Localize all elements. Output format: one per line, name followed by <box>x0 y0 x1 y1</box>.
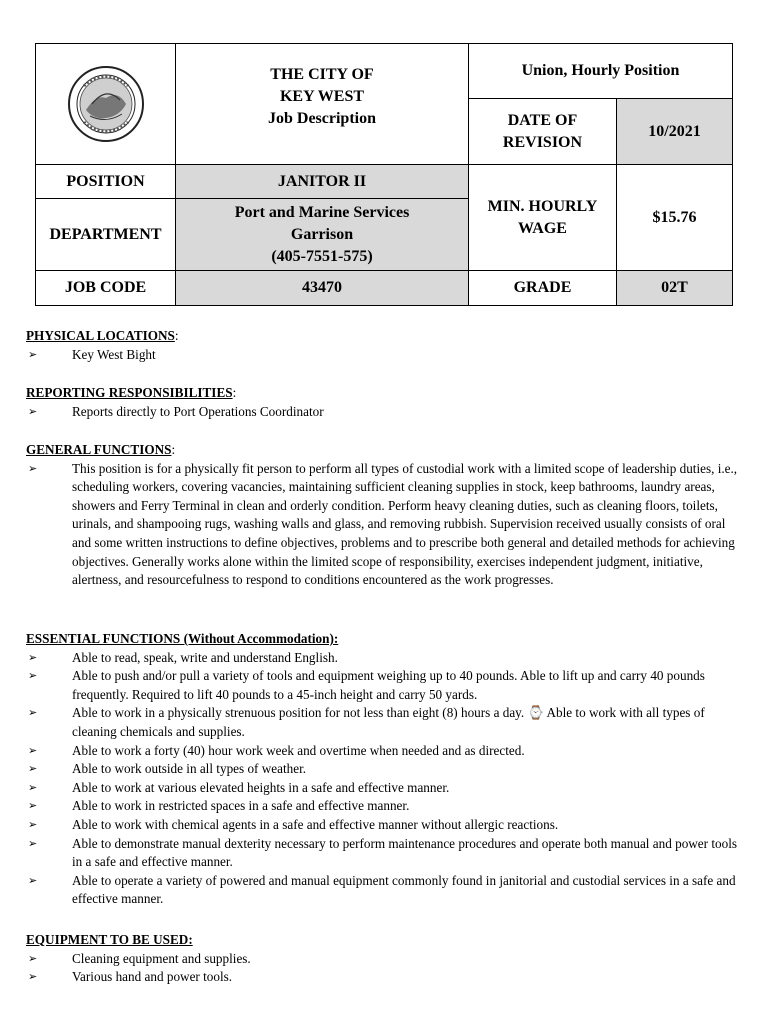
list-item: ➢ Able to work in restricted spaces in a safe and effective manner. <box>26 797 742 816</box>
section-title: ESSENTIAL FUNCTIONS (Without Accommodation): <box>26 631 339 646</box>
seal-cell <box>36 44 176 165</box>
general-functions-section: GENERAL FUNCTIONS: ➢ This position is for a physically fit person to perform all types of custodial work with a limited scope of leadership duties, i.e., scheduling workers, covering vacancies, maintaining sufficient cleaning supplies in stock, keep bathrooms, laundry areas, showers and Ferry Terminal in clean and orderly condition. Perform heavy cleaning duties, such as cleaning floors, toilets, urinals, and shampooing rugs, washing walls and glass, and removing rubbish. Supervision received usually consists of oral and some written instructions to define objectives, problems and to prescribe both general and detailed methods for achieving objectives. Generally works alone within the limited scope of responsibility, exercises independent judgment, initiative, alertness, and resourcefulness to respond to conditions encountered as the work progresses. <box>26 441 742 590</box>
list-item: ➢ Able to work at various elevated heights in a safe and effective manner. <box>26 779 742 798</box>
job-code-label: JOB CODE <box>36 271 176 306</box>
list-item: ➢ Able to work outside in all types of weather. <box>26 760 742 779</box>
job-header-table <box>35 43 733 306</box>
date-value: 10/2021 <box>617 99 733 165</box>
essential-functions-section <box>26 630 742 909</box>
position-type: Union, Hourly Position <box>469 44 733 99</box>
list-item: ➢ Able to push and/or pull a variety of tools and equipment weighing up to 40 pounds. Able to lift up and carry 40 pounds frequently. Required to lift 40 pounds to a 45-inch height and carry 50 yards. <box>26 667 742 704</box>
list-item: ➢ This position is for a physically fit person to perform all types of custodial work with a limited scope of leadership duties, i.e., scheduling workers, covering vacancies, maintaining sufficient cleaning supplies in stock, keep bathrooms, laundry areas, showers and Ferry Terminal in clean and orderly condition. Perform heavy cleaning duties, such as cleaning floors, toilets, urinals, and shampooing rugs, washing walls and glass, and removing rubbish. Supervision received usually consists of oral and some written instructions to define objectives, problems and to prescribe both general and detailed methods for achieving objectives. Generally works alone within the limited scope of responsibility, exercises independent judgment, initiative, alertness, and resourcefulness to respond to conditions encountered as the work progresses. <box>26 460 742 590</box>
city-line-1: THE CITY OF <box>270 66 374 83</box>
list-item: ➢ Key West Bight <box>26 346 742 365</box>
grade-value: 02T <box>617 271 733 306</box>
position-label: POSITION <box>36 165 176 199</box>
list-item: ➢ Able to work in a physically strenuous position for not less than eight (8) hours a day. ⌚ Able to work with all types of cleaning chemicals and supplies. <box>26 704 742 741</box>
grade-label: GRADE <box>469 271 617 306</box>
doc-type: Job Description <box>268 110 376 127</box>
date-label: DATE OF REVISION <box>469 99 617 165</box>
list-item: ➢ Able to demonstrate manual dexterity necessary to perform maintenance procedures and operate both manual and power tools in a safe and effective manner. <box>26 835 742 872</box>
list-item: ➢ Able to read, speak, write and understand English. <box>26 649 742 668</box>
city-line-2: KEY WEST <box>279 88 365 105</box>
section-title: EQUIPMENT TO BE USED: <box>26 932 193 947</box>
reporting-section: REPORTING RESPONSIBILITIES: ➢ Reports directly to Port Operations Coordinator <box>26 384 742 421</box>
wage-value: $15.76 <box>617 165 733 271</box>
list-item: ➢ Able to work a forty (40) hour work week and overtime when needed and as directed. <box>26 742 742 761</box>
city-title-cell <box>176 44 469 165</box>
list-item: ➢ Various hand and power tools. <box>26 968 742 987</box>
department-label: DEPARTMENT <box>36 199 176 271</box>
section-title: GENERAL FUNCTIONS <box>26 442 172 457</box>
list-item: ➢ Able to operate a variety of powered and manual equipment commonly found in janitorial and custodial services in a safe and effective manner. <box>26 872 742 909</box>
list-item: ➢ Cleaning equipment and supplies. <box>26 950 742 969</box>
department-value: Port and Marine Services Garrison (405-7551-575) <box>176 199 469 271</box>
section-title: PHYSICAL LOCATIONS <box>26 328 175 343</box>
list-item: ➢ Able to work with chemical agents in a safe and effective manner without allergic reactions. <box>26 816 742 835</box>
section-title: REPORTING RESPONSIBILITIES <box>26 385 233 400</box>
position-value: JANITOR II <box>176 165 469 199</box>
physical-locations-section: PHYSICAL LOCATIONS: ➢ Key West Bight <box>26 327 742 364</box>
city-seal-icon <box>66 64 146 144</box>
equipment-section <box>26 931 742 987</box>
list-item: ➢ Reports directly to Port Operations Coordinator <box>26 403 742 422</box>
job-code-value: 43470 <box>176 271 469 306</box>
wage-label: MIN. HOURLY WAGE <box>469 165 617 271</box>
